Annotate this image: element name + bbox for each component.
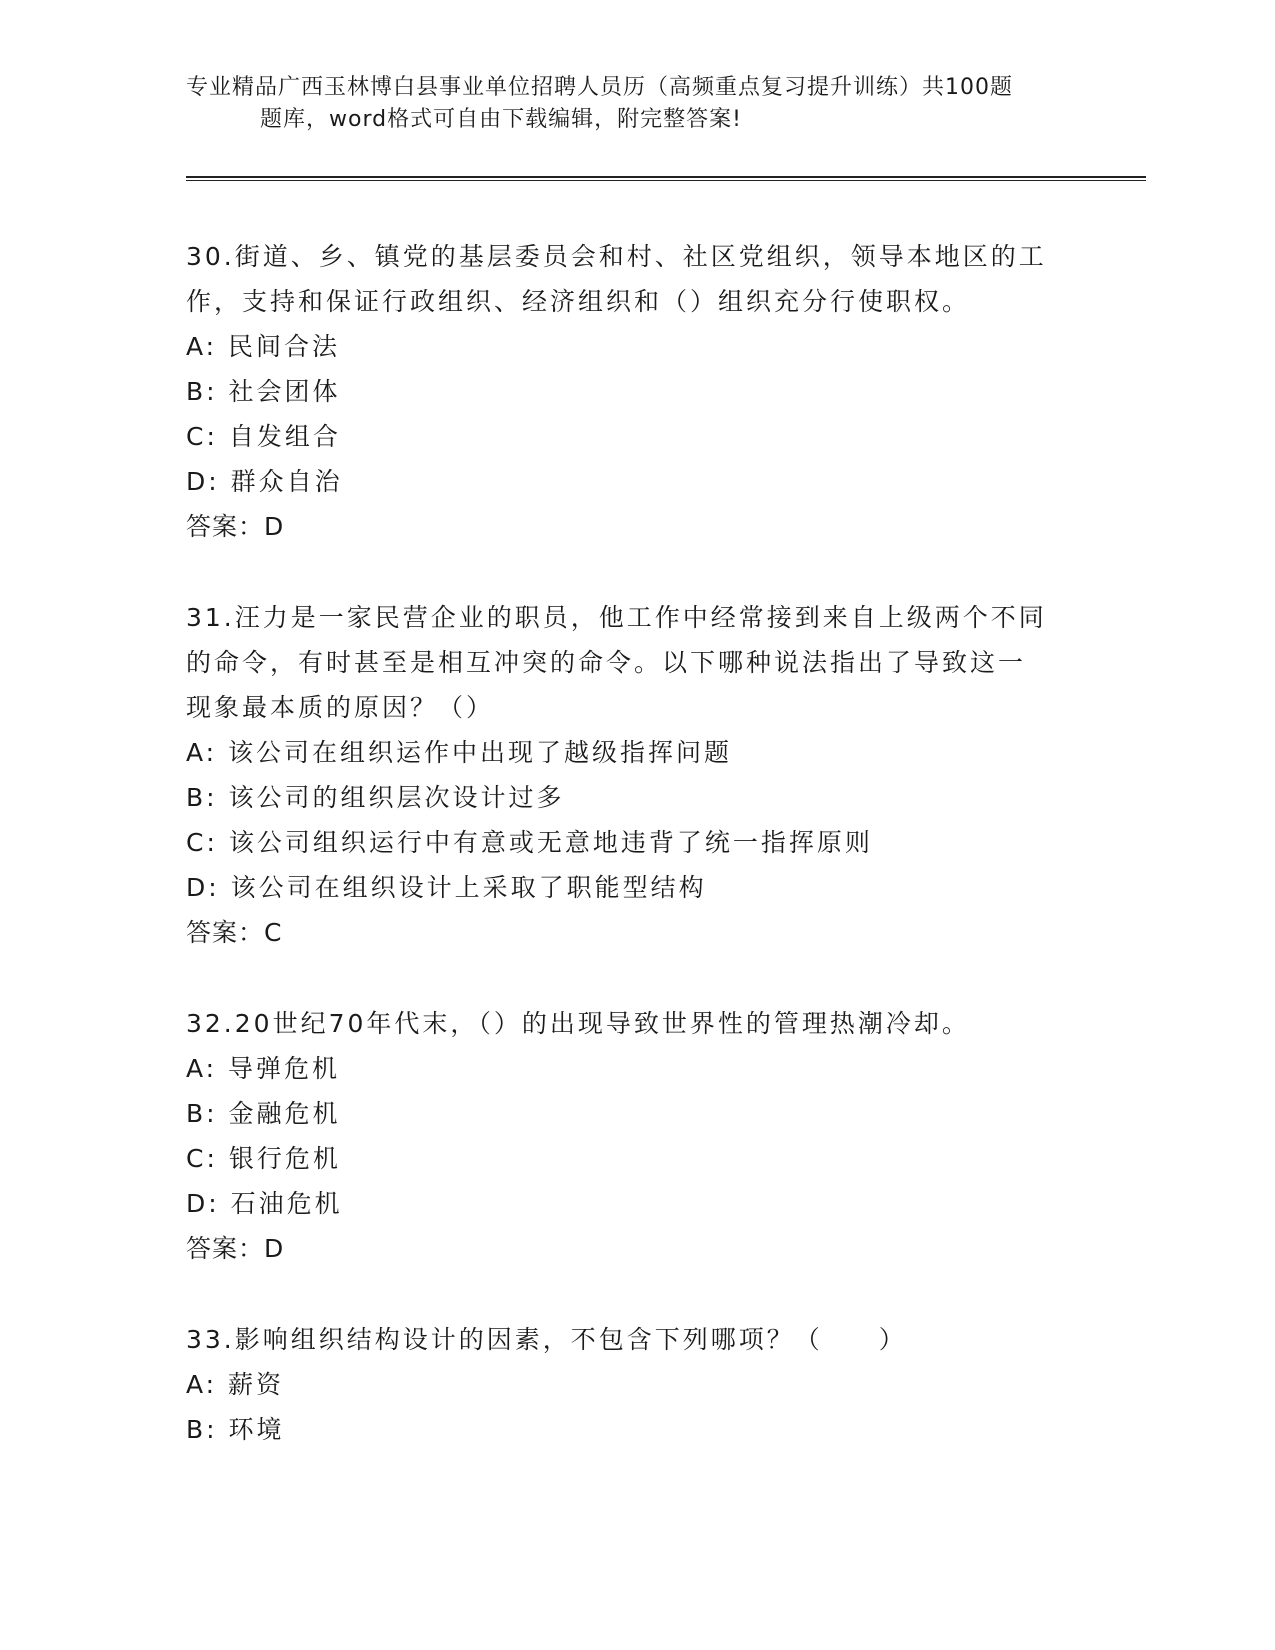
option-a: A: 该公司在组织运作中出现了越级指挥问题 bbox=[186, 738, 733, 767]
question-list bbox=[186, 234, 1086, 1498]
header-title-line1: 专业精品广西玉林博白县事业单位招聘人员历（高频重点复习提升训练）共100题 bbox=[186, 75, 1013, 100]
header-divider bbox=[186, 176, 1146, 181]
option-d: D: 群众自治 bbox=[186, 467, 343, 496]
question-text: 现象最本质的原因？（） bbox=[186, 693, 495, 722]
header-title-line2: 题库，word格式可自由下载编辑，附完整答案! bbox=[260, 107, 742, 132]
question-text: 33.影响组织结构设计的因素，不包含下列哪项？（ ） bbox=[186, 1325, 907, 1354]
option-c: C: 银行危机 bbox=[186, 1144, 341, 1173]
option-b: B: 社会团体 bbox=[186, 377, 341, 406]
document-header bbox=[186, 72, 1086, 136]
question-text: 32.20世纪70年代末，（）的出现导致世界性的管理热潮冷却。 bbox=[186, 1009, 970, 1038]
question-text: 30.街道、乡、镇党的基层委员会和村、社区党组织，领导本地区的工 bbox=[186, 242, 1047, 271]
option-a: A: 民间合法 bbox=[186, 332, 341, 361]
option-b: B: 该公司的组织层次设计过多 bbox=[186, 783, 565, 812]
question-text: 31.汪力是一家民营企业的职员，他工作中经常接到来自上级两个不同 bbox=[186, 603, 1047, 632]
answer: 答案：C bbox=[186, 918, 283, 947]
option-b: B: 环境 bbox=[186, 1415, 285, 1444]
question-text: 作，支持和保证行政组织、经济组织和（）组织充分行使职权。 bbox=[186, 287, 971, 316]
question-32 bbox=[186, 1001, 1086, 1271]
option-d: D: 该公司在组织设计上采取了职能型结构 bbox=[186, 873, 707, 902]
question-31 bbox=[186, 595, 1086, 955]
question-30 bbox=[186, 234, 1086, 549]
option-a: A: 薪资 bbox=[186, 1370, 285, 1399]
answer: 答案：D bbox=[186, 1234, 285, 1263]
option-b: B: 金融危机 bbox=[186, 1099, 341, 1128]
question-text: 的命令，有时甚至是相互冲突的命令。以下哪种说法指出了导致这一 bbox=[186, 648, 1027, 677]
option-c: C: 自发组合 bbox=[186, 422, 341, 451]
option-d: D: 石油危机 bbox=[186, 1189, 343, 1218]
option-c: C: 该公司组织运行中有意或无意地违背了统一指挥原则 bbox=[186, 828, 873, 857]
option-a: A: 导弹危机 bbox=[186, 1054, 341, 1083]
question-33 bbox=[186, 1317, 1086, 1452]
answer: 答案：D bbox=[186, 512, 285, 541]
